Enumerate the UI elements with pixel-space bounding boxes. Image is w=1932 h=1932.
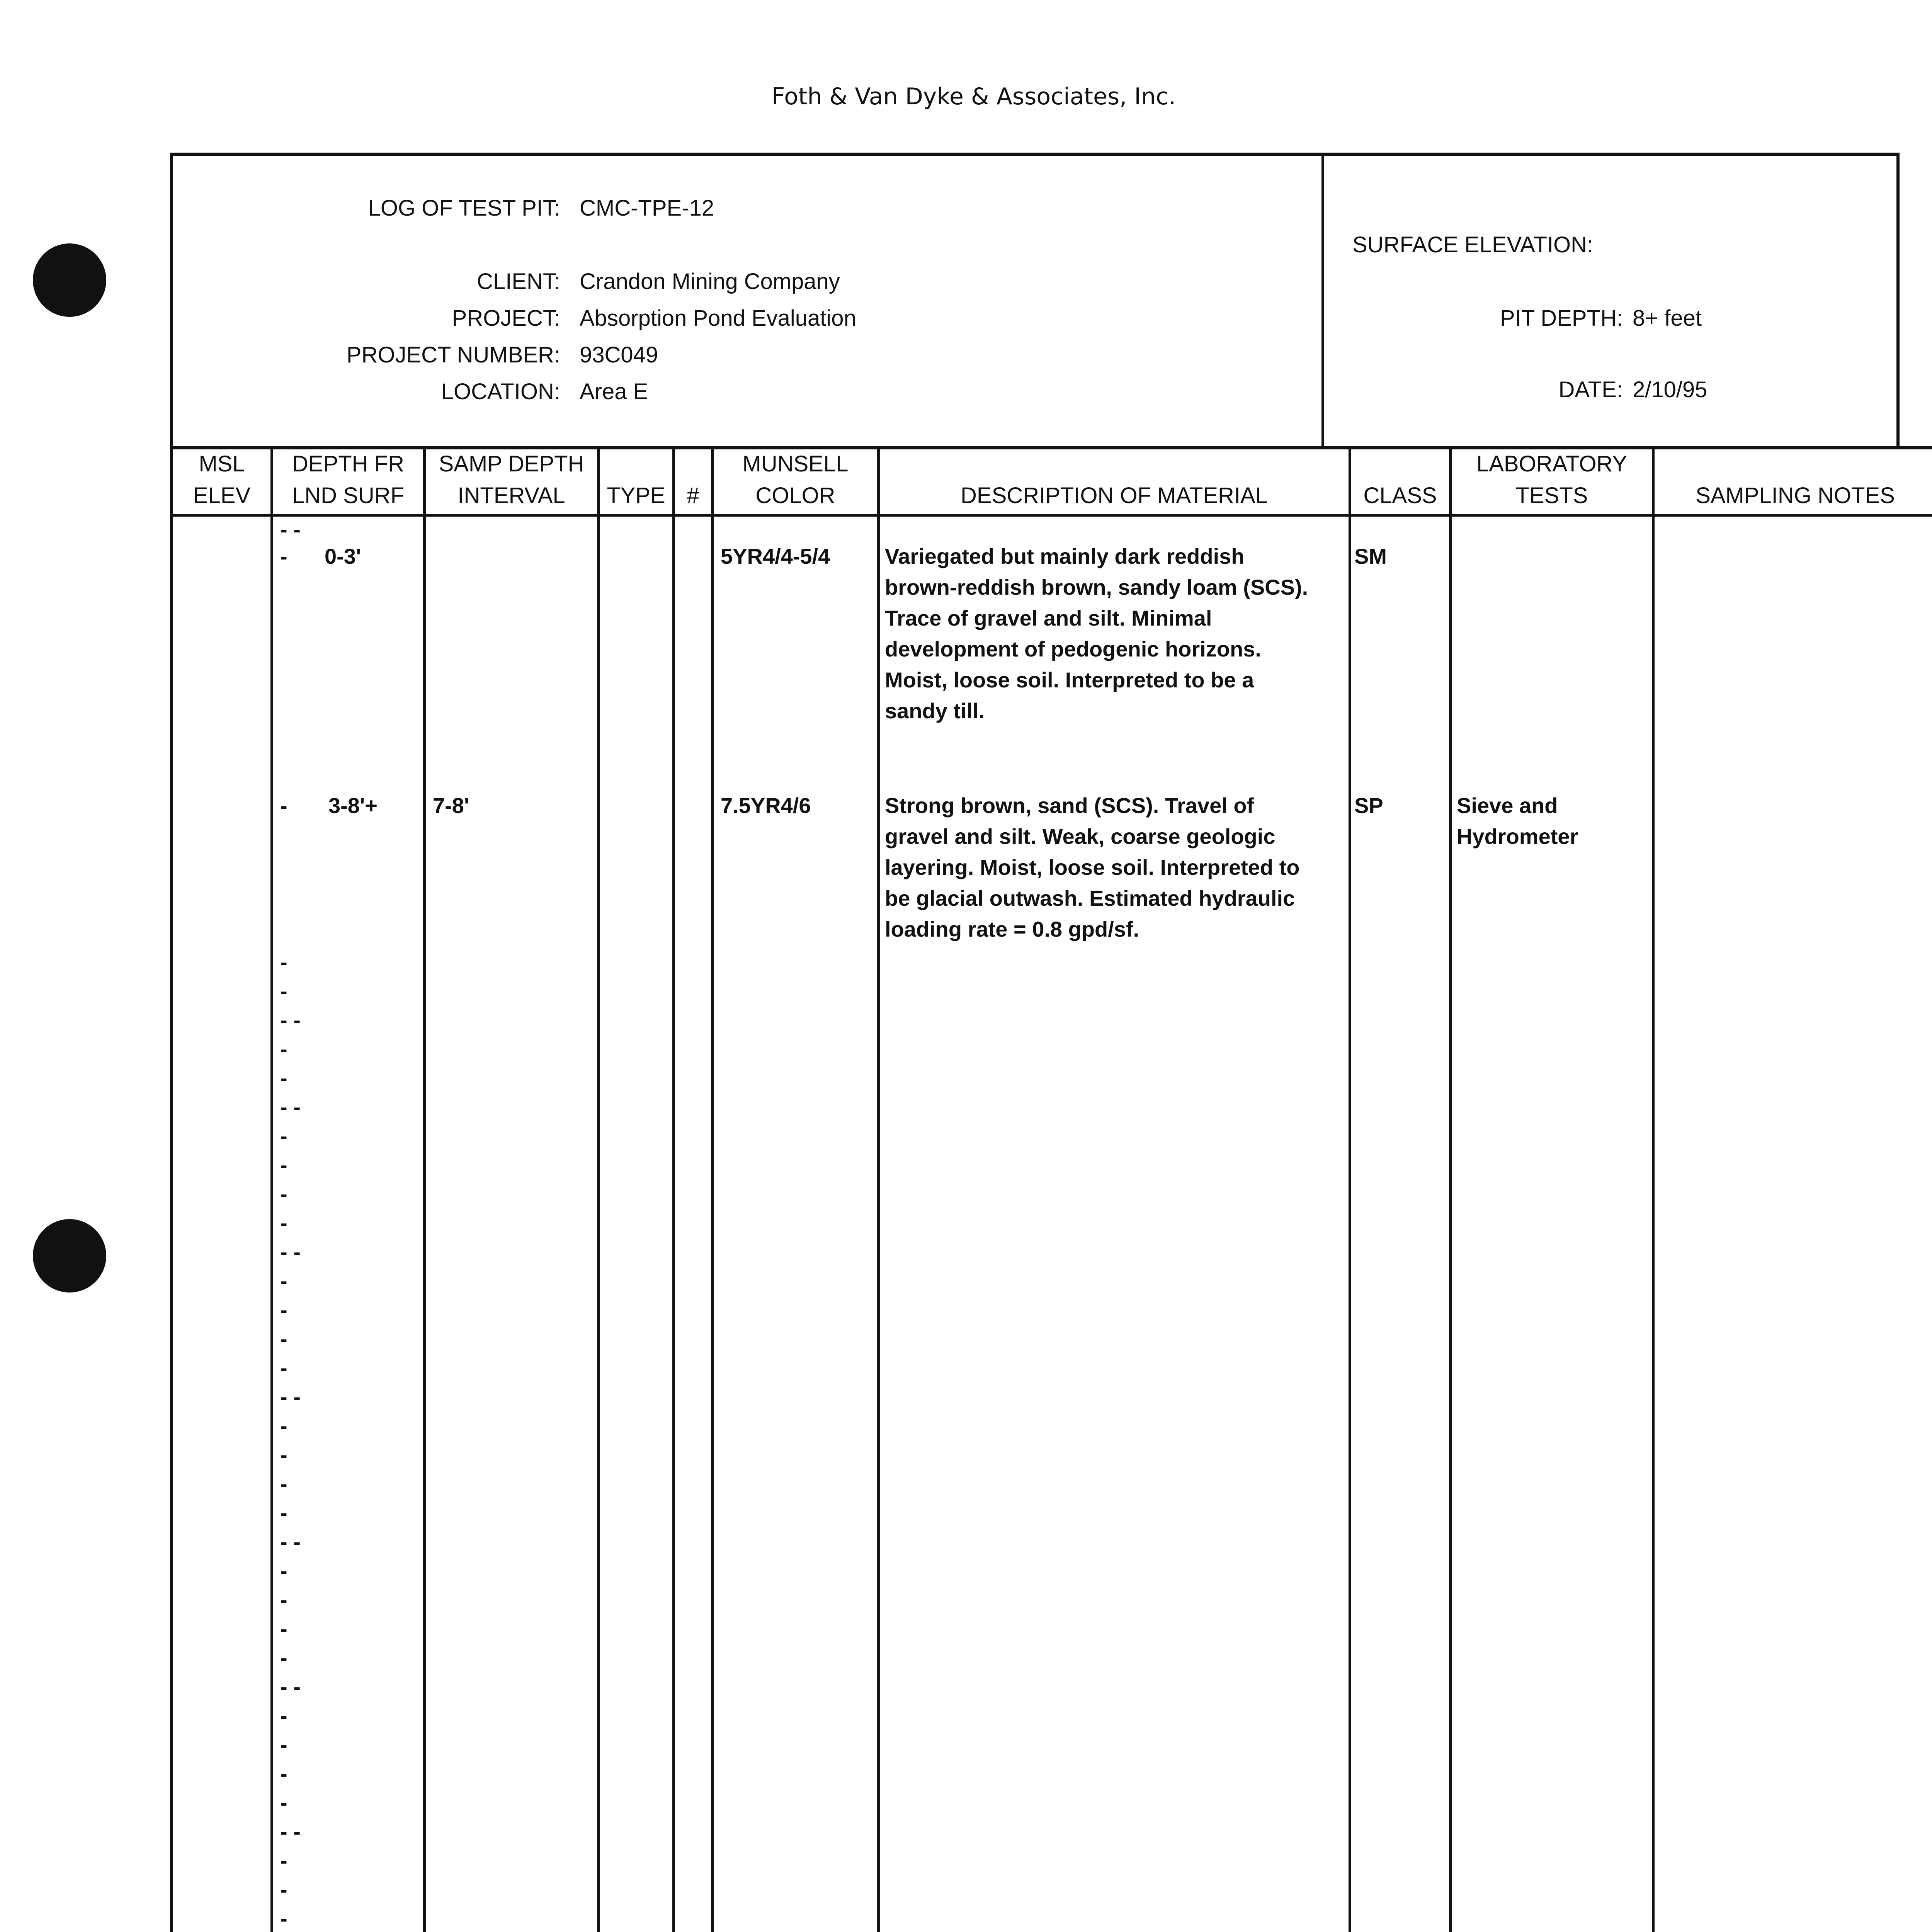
depth-tick: -: [280, 1906, 287, 1930]
col-sampling-notes: SAMPLING NOTES: [1696, 483, 1895, 508]
depth-tick: -: [280, 1298, 287, 1322]
col-munsell-line2: COLOR: [755, 483, 835, 508]
col-type: TYPE: [607, 483, 665, 508]
row1-desc-line: sandy till.: [885, 699, 985, 723]
row1-desc-line: brown-reddish brown, sandy loam (SCS).: [885, 575, 1308, 599]
depth-tick: -: [280, 1413, 287, 1438]
pit-depth-value: 8+ feet: [1633, 306, 1702, 331]
date-value: 2/10/95: [1633, 377, 1708, 402]
row1-description: [885, 541, 1364, 726]
pit-depth-label: PIT DEPTH:: [1500, 306, 1623, 331]
row2-samp-interval: 7-8': [433, 793, 469, 818]
depth-tick: -: [280, 1703, 287, 1728]
col-samp-depth: [426, 448, 597, 512]
location-label: LOCATION:: [441, 379, 560, 404]
depth-tick: - -: [280, 1819, 301, 1844]
row2-lab: [1457, 790, 1578, 852]
depth-tick: -: [280, 1616, 287, 1641]
divider-munsell: [877, 446, 880, 1932]
divider-lab: [1652, 446, 1655, 1932]
col-lab-tests: [1452, 448, 1652, 512]
depth-tick: -: [280, 1471, 287, 1496]
depth-tick: -: [280, 1732, 287, 1757]
row2-desc-line: loading rate = 0.8 gpd/sf.: [885, 917, 1139, 941]
depth-tick: -: [280, 1211, 287, 1235]
row1-desc-line: Variegated but mainly dark reddish: [885, 544, 1245, 568]
depth-tick: -: [280, 1848, 287, 1872]
depth-tick: - -: [280, 1529, 301, 1554]
surface-elevation-label: SURFACE ELEVATION:: [1352, 232, 1594, 257]
depth-tick: -: [280, 1645, 287, 1670]
divider-depth: [423, 446, 426, 1932]
depth-tick: - -: [280, 1095, 301, 1119]
row2-desc-line: be glacial outwash. Estimated hydraulic: [885, 886, 1295, 910]
row2-desc-line: gravel and silt. Weak, coarse geologic: [885, 824, 1276, 849]
col-munsell-line1: MUNSELL: [742, 451, 849, 476]
row2-description: [885, 790, 1364, 945]
depth-tick: - -: [280, 1674, 301, 1699]
binder-hole-top: [33, 243, 106, 317]
project-number-label: PROJECT NUMBER:: [346, 342, 560, 367]
depth-tick: -: [280, 1066, 287, 1090]
depth-tick: -: [280, 979, 287, 1003]
client-label: CLIENT:: [477, 269, 560, 294]
project-number-value: 93C049: [580, 342, 658, 367]
depth-tick: - -: [280, 517, 301, 541]
row1-munsell: 5YR4/4-5/4: [721, 544, 830, 568]
depth-scale: [280, 951, 357, 1932]
row2-class: SP: [1354, 793, 1383, 818]
company-name: Foth & Van Dyke & Associates, Inc.: [771, 83, 1176, 110]
depth-tick: -: [280, 1442, 287, 1467]
client-value: Crandon Mining Company: [580, 269, 840, 294]
depth-tick: -: [280, 793, 287, 818]
depth-tick: -: [280, 1500, 287, 1525]
project-value: Absorption Pond Evaluation: [580, 306, 856, 331]
row2-desc-line: Strong brown, sand (SCS). Travel of: [885, 793, 1254, 818]
depth-tick: -: [280, 1790, 287, 1815]
depth-tick: -: [280, 1355, 287, 1380]
col-msl-line1: MSL: [199, 451, 245, 476]
depth-tick: -: [280, 1877, 287, 1901]
col-msl-elev: [173, 448, 270, 512]
row2-lab-line: Sieve and: [1457, 793, 1558, 818]
col-depth-line1: DEPTH FR: [292, 451, 404, 476]
binder-hole-middle: [33, 1219, 106, 1293]
depth-tick: -: [280, 1037, 287, 1061]
depth-tick: -: [280, 1153, 287, 1177]
col-msl-line2: ELEV: [193, 483, 251, 508]
col-samp-line1: SAMP DEPTH: [439, 451, 584, 476]
location-value: Area E: [580, 379, 648, 404]
project-label: PROJECT:: [452, 306, 560, 331]
divider-msl: [270, 446, 273, 1932]
row2-depth: 3-8'+: [328, 793, 378, 818]
depth-tick: -: [280, 1587, 287, 1612]
col-lab-line1: LABORATORY: [1476, 451, 1628, 476]
depth-tick: -: [280, 950, 287, 974]
col-depth: [273, 448, 423, 512]
log-label: LOG OF TEST PIT:: [368, 196, 560, 221]
depth-tick: -: [280, 1124, 287, 1148]
col-lab-line2: TESTS: [1515, 483, 1588, 508]
col-samp-line2: INTERVAL: [457, 483, 565, 508]
depth-tick: -: [280, 1761, 287, 1786]
col-description: DESCRIPTION OF MATERIAL: [961, 483, 1268, 508]
depth-tick: - -: [280, 1240, 301, 1264]
row2-lab-line: Hydrometer: [1457, 824, 1578, 849]
depth-tick: -: [280, 1558, 287, 1583]
col-number: #: [687, 483, 699, 508]
divider-type: [672, 446, 675, 1932]
depth-tick: -: [280, 1269, 287, 1293]
row1-desc-line: Trace of gravel and silt. Minimal: [885, 606, 1212, 630]
col-class: CLASS: [1363, 483, 1437, 508]
col-munsell: [714, 448, 877, 512]
depth-tick: -: [280, 1182, 287, 1206]
depth-tick: - -: [280, 1384, 301, 1409]
col-depth-line2: LND SURF: [292, 483, 405, 508]
divider-class: [1449, 446, 1452, 1932]
row1-depth: 0-3': [325, 544, 361, 568]
date-label: DATE:: [1558, 377, 1623, 402]
divider-num: [711, 446, 714, 1932]
header-divider: [1321, 153, 1324, 446]
header-rule: [170, 514, 1932, 517]
row2-desc-line: layering. Moist, loose soil. Interpreted to: [885, 855, 1300, 879]
log-value: CMC-TPE-12: [580, 196, 714, 221]
depth-tick: - -: [280, 1008, 301, 1032]
row1-desc-line: development of pedogenic horizons.: [885, 637, 1261, 661]
divider-samp: [597, 446, 600, 1932]
depth-tick: -: [280, 1327, 287, 1351]
row1-desc-line: Moist, loose soil. Interpreted to be a: [885, 668, 1254, 692]
row2-munsell: 7.5YR4/6: [721, 793, 811, 818]
depth-tick: -: [280, 544, 287, 568]
row1-class: SM: [1354, 544, 1387, 568]
